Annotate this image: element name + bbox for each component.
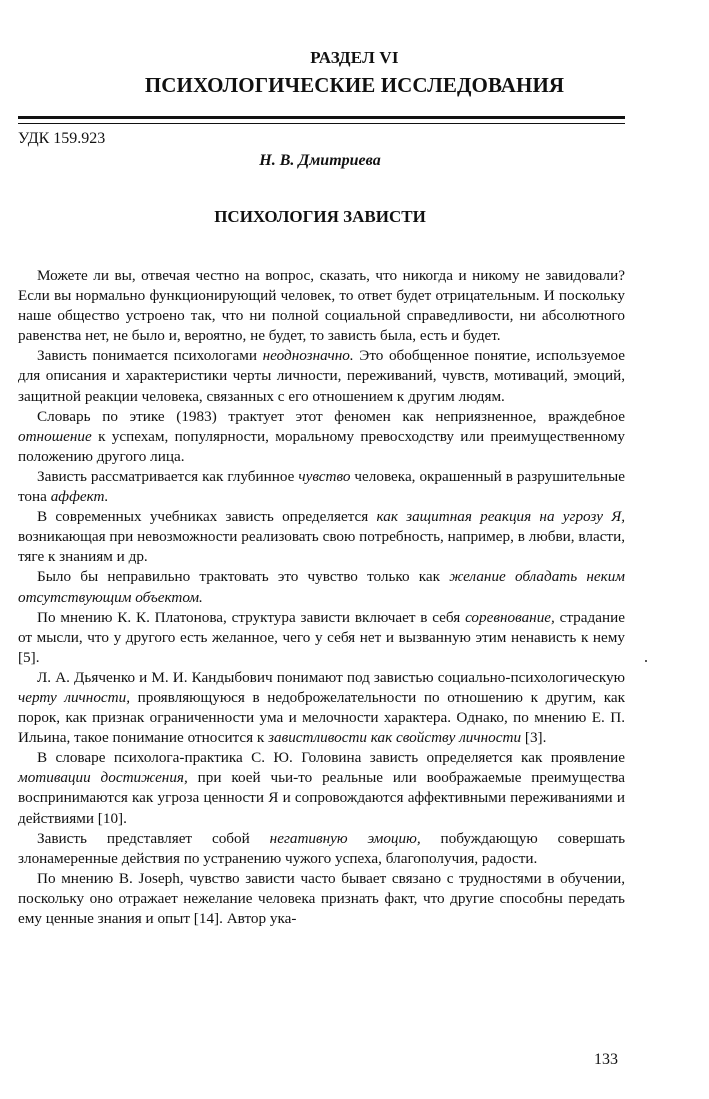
text-run: В словаре психолога-практика С. Ю. Головина зависть определяется как проявление bbox=[37, 749, 625, 767]
text-run: Можете ли вы, отвечая честно на вопрос, сказать, что никогда и никому не завидовали? Если вы нормально функционирующий человек, то ответ будет отрицательным. И поскольку наше общество устроено так, что ни полной социальной справедливости, ни абсолютного равенства нет, не было и, вероятно, не будет, то зависть была, есть и будет. bbox=[18, 267, 625, 345]
article-body bbox=[18, 266, 625, 929]
header-rule-thin bbox=[18, 123, 625, 124]
udk-code: УДК 159.923 bbox=[18, 130, 106, 147]
italic-run: негативную эмоцию, bbox=[269, 829, 421, 847]
italic-run: чувство bbox=[298, 467, 351, 485]
scan-speck bbox=[645, 660, 647, 662]
italic-run: желание обладать неким отсутствующим объектом. bbox=[18, 568, 625, 606]
text-run: побуждающую совершать злонамеренные действия по устранению чужого успеха, благополучия, радости. bbox=[18, 829, 626, 867]
italic-run: как защитная реакция на угрозу Я, bbox=[376, 508, 626, 526]
section-label: РАЗДЕЛ VI bbox=[310, 48, 399, 67]
italic-run: черту личности, bbox=[18, 688, 131, 706]
body-paragraph bbox=[18, 467, 625, 507]
text-run: Было бы неправильно трактовать это чувство только как bbox=[37, 568, 450, 586]
header-rule-thick bbox=[18, 116, 625, 119]
body-paragraph bbox=[18, 608, 625, 668]
body-paragraph bbox=[18, 829, 625, 869]
text-run: По мнению К. К. Платонова, структура зависти включает в себя bbox=[37, 608, 466, 626]
text-run: возникающая при невозможности реализовать свою потребность, например, в любви, власти, тяге к знаниям и др. bbox=[18, 528, 625, 566]
text-run: к успехам, популярности, моральному превосходству или преимущественному положению другого лица. bbox=[18, 427, 625, 465]
section-title: ПСИХОЛОГИЧЕСКИЕ ИССЛЕДОВАНИЯ bbox=[144, 73, 565, 97]
text-run: Зависть представляет собой bbox=[37, 829, 270, 847]
body-paragraph bbox=[18, 346, 625, 406]
text-run: По мнению B. Joseph, чувство зависти часто бывает связано с трудностями в обучении, поскольку оно отражает нежелание человека признать факт, что другие способны передать ему ценные знания и опыт [14]. Автор ука- bbox=[18, 869, 625, 927]
author-name: Н. В. Дмитриева bbox=[259, 152, 381, 169]
text-run: [3]. bbox=[521, 729, 547, 747]
text-run: при коей чьи-то реальные или воображаемые преимущества воспринимаются как угроза ценности Я и сопровождаются аффективными переживаниями и действиями [10]. bbox=[18, 769, 625, 827]
body-paragraph bbox=[18, 869, 625, 929]
text-run: Зависть понимается психологами bbox=[37, 347, 263, 365]
text-run: В современных учебниках зависть определяется bbox=[37, 508, 377, 526]
body-paragraph bbox=[18, 567, 625, 607]
text-run: человека, окрашенный в разрушительные тона bbox=[18, 467, 625, 506]
article-title: ПСИХОЛОГИЯ ЗАВИСТИ bbox=[214, 207, 426, 226]
body-paragraph bbox=[18, 407, 625, 467]
text-run: Это обобщенное понятие, используемое для описания и характеристики черты личности, переживаний, чувств, мотиваций, эмоций, защитной реакции человека, связанных с его отношением к другим людям. bbox=[18, 347, 625, 405]
italic-run: неоднозначно. bbox=[262, 347, 354, 365]
italic-run: мотивации достижения, bbox=[18, 769, 188, 787]
italic-run: завистливости как свойству личности bbox=[268, 729, 522, 747]
body-paragraph bbox=[18, 266, 625, 346]
text-run: Л. А. Дьяченко и М. И. Кандыбович понимают под завистью социально-психологическую bbox=[37, 668, 625, 686]
page-number: 133 bbox=[594, 1051, 618, 1068]
body-paragraph bbox=[18, 668, 625, 748]
text-run: проявляющуюся в недоброжелательности по отношению к другим, как порок, как признак ограниченности ума и мелочности характера. Однако, по мнению Е. П. Ильина, такое понимание относится к bbox=[18, 688, 625, 747]
italic-run: аффект. bbox=[50, 488, 109, 506]
body-paragraph bbox=[18, 748, 625, 828]
text-run: Словарь по этике (1983) трактует этот феномен как неприязненное, враждебное bbox=[37, 407, 625, 425]
text-run: страдание от мысли, что у другого есть желанное, чего у себя нет и вызванную этим ненависть к нему [5]. bbox=[18, 608, 625, 666]
italic-run: отношение bbox=[18, 427, 92, 445]
italic-run: соревнование, bbox=[465, 608, 555, 626]
body-paragraph bbox=[18, 507, 625, 567]
text-run: Зависть рассматривается как глубинное bbox=[37, 467, 299, 485]
